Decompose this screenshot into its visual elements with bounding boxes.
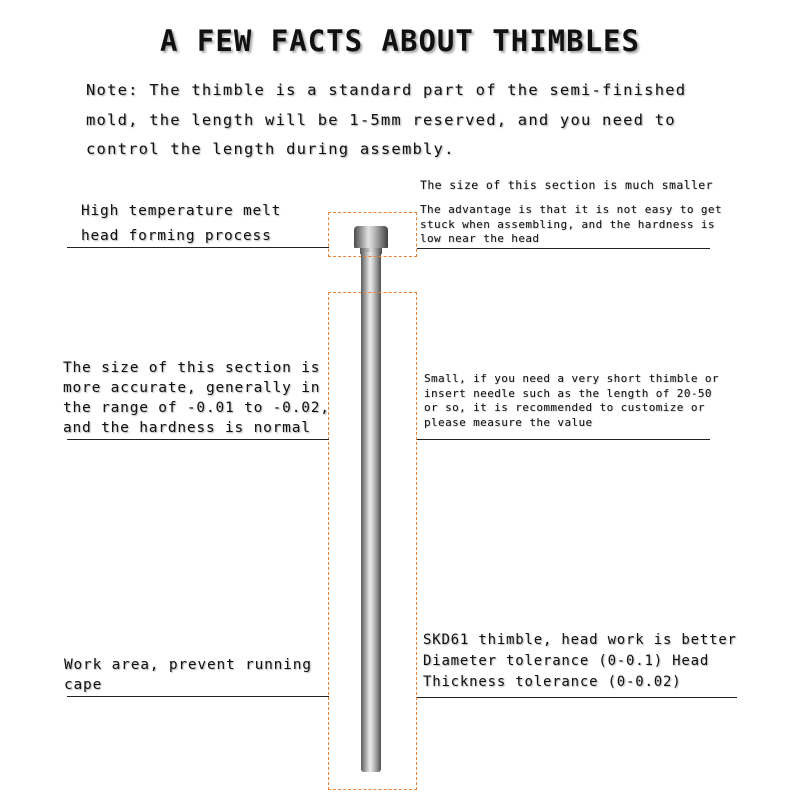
note-line: Note: The thimble is a standard part of the semi-finished [86,81,687,99]
leader-line-work-left [67,696,329,697]
leader-line-work-right [417,697,737,698]
leader-line-head-left [67,247,329,248]
leader-line-middle-left [67,439,329,440]
head-section-box [328,212,417,257]
label-work-area: Work area, prevent running cape [64,657,312,693]
label-head-advantage: The advantage is that it is not easy to get stuck when assembling, and the hardness is low near the head [420,203,722,245]
note-line: mold, the length will be 1-5mm reserved, and you need to [86,110,676,129]
shaft-section-box [328,292,417,790]
label-head-forming: High temperature melt head forming process [81,203,282,244]
label-head-size-title: The size of this section is much smaller [420,178,713,192]
label-middle-accuracy: The size of this section is more accurate, generally in the range of -0.01 to -0.02, and the hardness is normal [63,360,330,436]
leader-line-head-right [417,248,710,249]
label-middle-custom: Small, if you need a very short thimble or insert needle such as the length of 20-50 or so, it is recommended to customize or please measure the value [424,372,719,429]
note-line: control the length during assembly. [86,140,455,158]
leader-line-middle-right [417,439,710,440]
note-text [86,76,736,165]
label-work-skd61: SKD61 thimble, head work is better Diameter tolerance (0-0.1) Head Thickness tolerance (0-0.02) [423,632,737,690]
page-title: A FEW FACTS ABOUT THIMBLES [160,24,640,58]
